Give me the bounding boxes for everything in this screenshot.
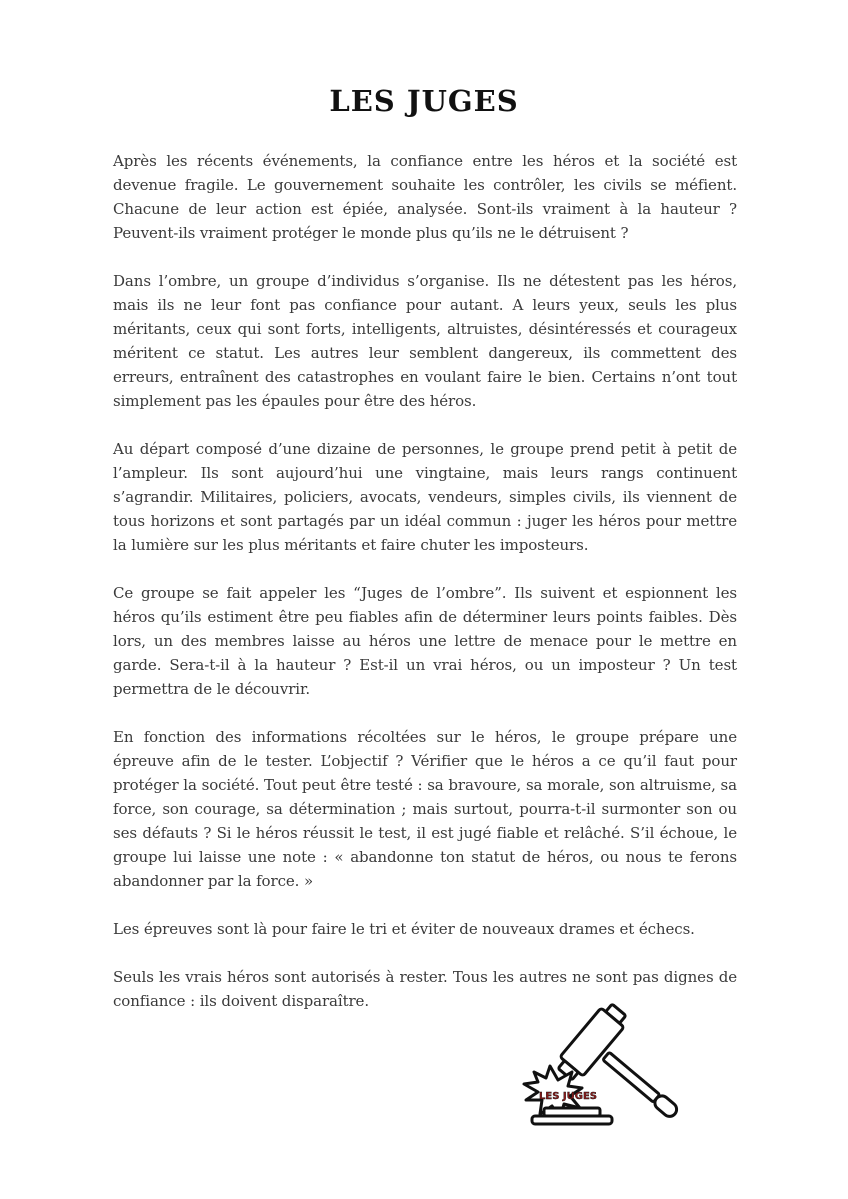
paragraph-5: En fonction des informations récoltées sur le héros, le groupe prépare une épreuve afin de le tester. L’objectif ? Vérifier que le héros a ce qu’il faut pour protéger la société. Tout peut être testé : sa bravoure, sa morale, son altruisme, sa force, son courage, sa détermination ; mais surtout, pourra-t-il surmonter son ou ses défauts ? Si le héros réussit le test, il est jugé fiable et relâché. S’il échoue, le groupe lui laisse une note : « abandonne ton statut de héros, ou nous te ferons abandonner par la force. » xyxy=(113,728,737,890)
logo-label: LES JUGES xyxy=(539,1091,597,1102)
gavel-icon xyxy=(518,1000,688,1132)
paragraph-3: Au départ composé d’une dizaine de personnes, le groupe prend petit à petit de l’ampleur. Ils sont aujourd’hui une vingtaine, mais leurs rangs continuent s’agrandir. Militaires, policiers, avocats, vendeurs, simples civils, ils viennent de tous horizons et sont partagés par un idéal commun : juger les héros pour mettre la lumière sur les plus méritants et faire chuter les imposteurs. xyxy=(113,440,737,554)
paragraph-1: Après les récents événements, la confiance entre les héros et la société est devenue fragile. Le gouvernement souhaite les contrôler, les civils se méfient. Chacune de leur action est épiée, analysée. Sont-ils vraiment à la hauteur ? Peuvent-ils vraiment protéger le monde plus qu’ils ne le détruisent ? xyxy=(113,152,737,242)
paragraph-2: Dans l’ombre, un groupe d’individus s’organise. Ils ne détestent pas les héros, mais ils ne leur font pas confiance pour autant. A leurs yeux, seuls les plus méritants, ceux qui sont forts, intelligents, altruistes, désintéressés et courageux méritent ce statut. Les autres leur semblent dangereux, ils commettent des erreurs, entraînent des catastrophes en voulant faire le bien. Certains n’ont tout simplement pas les épaules pour être des héros. xyxy=(113,272,737,410)
paragraph-6: Les épreuves sont là pour faire le tri et éviter de nouveaux drames et échecs. xyxy=(113,920,695,938)
document-body xyxy=(113,149,737,1037)
page-title: LES JUGES xyxy=(329,84,519,118)
paragraph-7: Seuls les vrais héros sont autorisés à rester. Tous les autres ne sont pas dignes de confiance : ils doivent disparaître. xyxy=(113,968,737,1010)
paragraph-4: Ce groupe se fait appeler les “Juges de l’ombre”. Ils suivent et espionnent les héros qu’ils estiment être peu fiables afin de déterminer leurs points faibles. Dès lors, un des membres laisse au héros une lettre de menace pour le mettre en garde. Sera-t-il à la hauteur ? Est-il un vrai héros, ou un imposteur ? Un test permettra de le découvrir. xyxy=(113,584,737,698)
